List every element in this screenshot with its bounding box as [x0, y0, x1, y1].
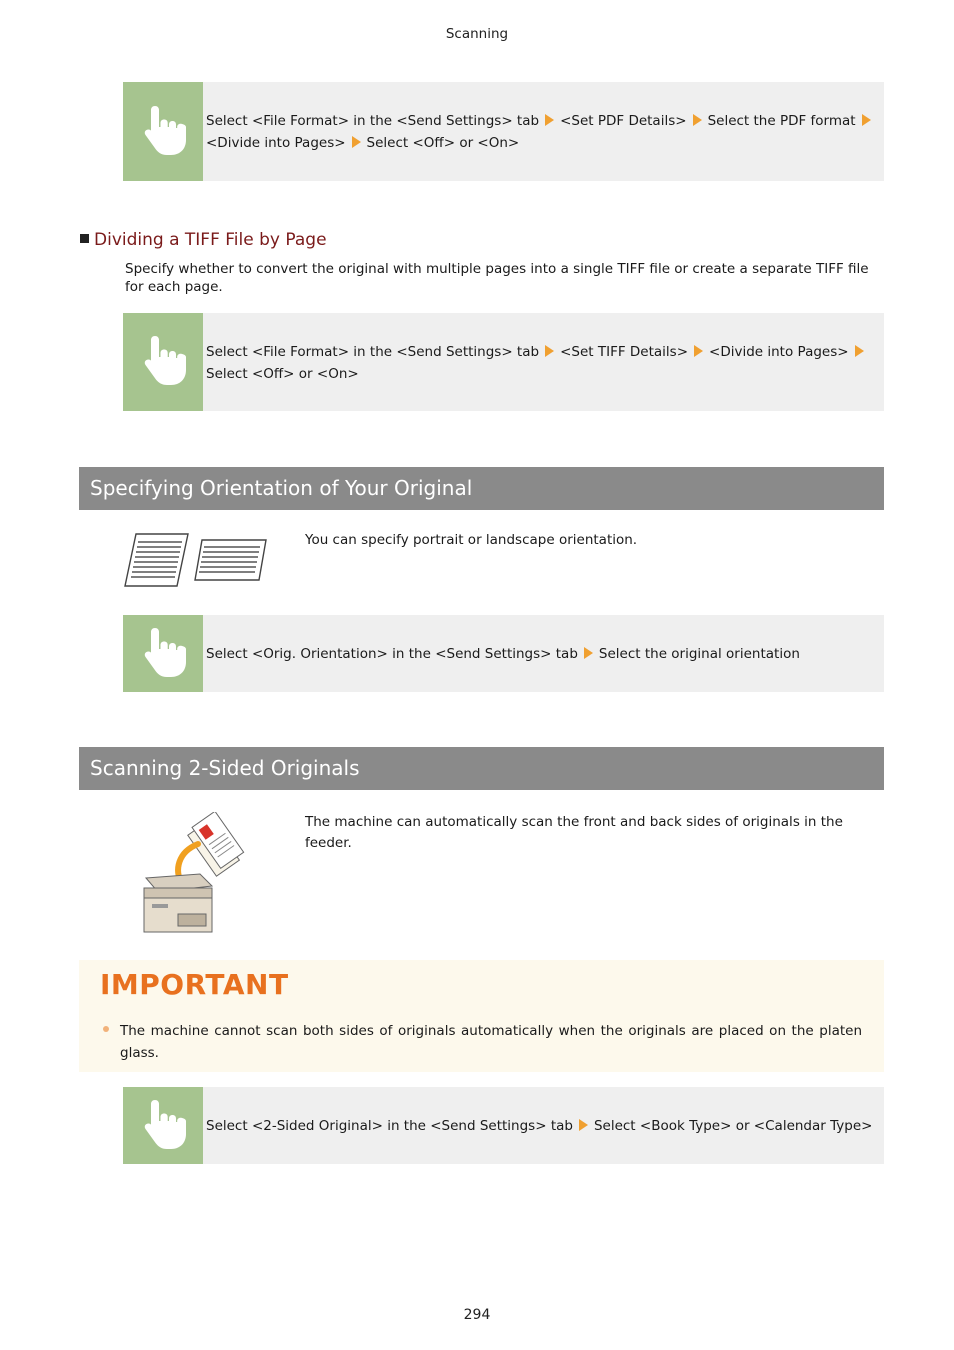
pointing-hand-icon [141, 102, 189, 158]
important-note [79, 960, 884, 1072]
bullet-dot-icon [103, 1026, 109, 1032]
step-arrow-icon [693, 114, 702, 126]
step-pdf-divide [123, 82, 884, 181]
step-arrow-icon [545, 345, 554, 357]
step-hand-box [123, 313, 203, 411]
step-hand-box [123, 1087, 203, 1164]
pointing-hand-icon [141, 1096, 189, 1152]
step-arrow-icon [694, 345, 703, 357]
step-hand-box [123, 615, 203, 692]
step-part: <Set PDF Details> [560, 113, 687, 129]
pointing-hand-icon [141, 624, 189, 680]
step-two-sided [123, 1087, 884, 1164]
step-orientation [123, 615, 884, 692]
step-arrow-icon [862, 114, 871, 126]
step-instruction [206, 110, 880, 154]
tiff-heading-text: Dividing a TIFF File by Page [94, 230, 327, 250]
step-hand-box [123, 82, 203, 181]
duplex-scanner-icon [138, 812, 256, 936]
step-part: Select <2-Sided Original> in the <Send Settings> tab [206, 1118, 573, 1134]
step-part: <Set TIFF Details> [560, 344, 689, 360]
step-instruction [206, 341, 880, 385]
step-part: Select <File Format> in the <Send Settings> tab [206, 113, 540, 129]
step-arrow-icon [855, 345, 864, 357]
orientation-description: You can specify portrait or landscape orientation. [305, 532, 638, 548]
important-text: The machine cannot scan both sides of originals automatically when the originals are placed on the platen glass. [120, 1023, 862, 1061]
step-arrow-icon [545, 114, 554, 126]
step-part: Select <File Format> in the <Send Settings> tab [206, 344, 540, 360]
portrait-landscape-icon [124, 532, 270, 588]
tiff-section-heading [80, 230, 327, 250]
square-bullet-icon [80, 234, 89, 243]
step-part: Select the original orientation [598, 646, 800, 662]
step-part: Select <Off> or <On> [366, 135, 520, 151]
two-sided-section-heading: Scanning 2-Sided Originals [79, 747, 884, 790]
step-instruction [206, 643, 880, 665]
orientation-section-heading: Specifying Orientation of Your Original [79, 467, 884, 510]
step-part: Select the PDF format [707, 113, 856, 129]
tiff-section-description: Specify whether to convert the original with multiple pages into a single TIFF file or create a separate TIFF file for each page. [125, 261, 869, 295]
important-title: IMPORTANT [100, 968, 289, 1001]
pointing-hand-icon [141, 332, 189, 388]
step-part: Select <Off> or <On> [206, 366, 359, 382]
step-part: <Divide into Pages> [206, 135, 346, 151]
two-sided-description: The machine can automatically scan the front and back sides of originals in the feeder. [305, 814, 843, 851]
step-part: <Divide into Pages> [709, 344, 849, 360]
step-arrow-icon [352, 136, 361, 148]
step-instruction [206, 1115, 880, 1137]
page-number: 294 [463, 1307, 491, 1323]
step-tiff-divide [123, 313, 884, 411]
step-part: Select <Book Type> or <Calendar Type> [593, 1118, 873, 1134]
step-arrow-icon [584, 647, 593, 659]
page-header-title: Scanning [445, 26, 509, 42]
step-arrow-icon [579, 1119, 588, 1131]
step-part: Select <Orig. Orientation> in the <Send Settings> tab [206, 646, 578, 662]
